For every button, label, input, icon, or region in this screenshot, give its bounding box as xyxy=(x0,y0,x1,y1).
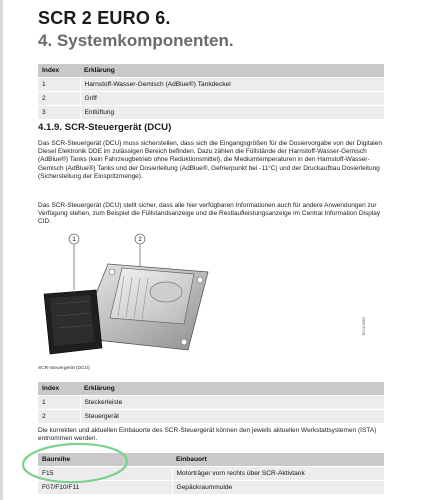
table-header-index: Index xyxy=(38,64,80,78)
table-header-row xyxy=(38,453,384,467)
table-cell-location: Motorträger vorn rechts über SCR-Aktivtank xyxy=(172,467,384,481)
table-header-row xyxy=(38,64,384,78)
chapter-title: 4. Systemkomponenten. xyxy=(38,31,234,50)
table-row xyxy=(38,396,384,410)
table-header-index: Index xyxy=(38,382,80,396)
section-heading: 4.1.9. SCR-Steuergerät (DCU) xyxy=(38,122,172,133)
body-paragraph: Das SCR-Steuergerät (DCU) stellt sicher, dass alle hier verfügbaren Informationen auch für andere Anwendungen zur Verfügung stehen, zum Beispiel die Füllstandsanzeige und die Restlaufleistungsanzeige im Central Information Display CID. xyxy=(38,202,381,226)
table-cell-index: 2 xyxy=(38,92,80,106)
component-table-2 xyxy=(38,382,384,423)
table-cell-explanation: Griff xyxy=(80,92,384,106)
installation-table xyxy=(38,453,384,494)
table-cell-explanation: Entlüftung xyxy=(80,106,384,120)
body-paragraph: Das SCR-Steuergerät (DCU) muss sicherstellen, dass sich die Eingangsgrößen für die Dosiervorgabe von der Digitalen Diesel Elektronik DDE im zulässigen Bereich befinden. Dazu zählen die Füllstände der Harnstoff-Wasser-Gemisch (AdBlue®) Tanks (kein Fahrzeugbetrieb ohne Reduktionsmittel), die Mediumtemperaturen in den Harnstoff-Wasser-Gemisch (AdBlue®) Tanks und der Dosierleitung (AdBlue®, Gefrierpunkt bei -11°C) und der Druckaufbau Dosierleitung (Sicherstellung der Einspritzmenge). xyxy=(38,140,382,180)
dcu-illustration xyxy=(38,232,378,364)
callout-2-label: 2 xyxy=(138,237,142,243)
table-row xyxy=(38,467,384,481)
table-row xyxy=(38,410,384,424)
component-table-1 xyxy=(38,64,384,119)
table-row xyxy=(38,92,384,106)
table-row xyxy=(38,106,384,120)
table-row xyxy=(38,78,384,92)
table-cell-index: 3 xyxy=(38,106,80,120)
page-edge xyxy=(0,0,3,500)
body-paragraph: Die korrekten und aktuellen Einbauorte des SCR-Steuergerät können den jeweils aktuellen Werkstattsystemen (ISTA) entnommen werden. xyxy=(38,427,377,443)
dcu-figure xyxy=(38,232,378,364)
table-header-row xyxy=(38,382,384,396)
table-cell-index: 1 xyxy=(38,78,80,92)
table-header-series: Baureihe xyxy=(38,453,172,467)
document-title: SCR 2 EURO 6. xyxy=(38,8,171,28)
table-cell-explanation: Steuergerät xyxy=(80,410,384,424)
table-cell-series: F15 xyxy=(38,467,172,481)
table-cell-explanation: Harnstoff-Wasser-Gemisch (AdBlue®) Tankdeckel xyxy=(80,78,384,92)
table-cell-index: 1 xyxy=(38,396,80,410)
table-cell-location: Gepäckraummulde xyxy=(172,481,384,495)
table-row xyxy=(38,481,384,495)
table-cell-index: 2 xyxy=(38,410,80,424)
table-header-explanation: Erklärung xyxy=(80,382,384,396)
figure-code: TE13-0863 xyxy=(362,317,366,336)
table-cell-series: F07/F10/F11 xyxy=(38,481,172,495)
callout-1-label: 1 xyxy=(72,237,76,243)
table-header-explanation: Erklärung xyxy=(80,64,384,78)
figure-caption: SCR-Steuergerät (DCU) xyxy=(38,366,90,371)
table-cell-explanation: Steckerleiste xyxy=(80,396,384,410)
table-header-location: Einbauort xyxy=(172,453,384,467)
